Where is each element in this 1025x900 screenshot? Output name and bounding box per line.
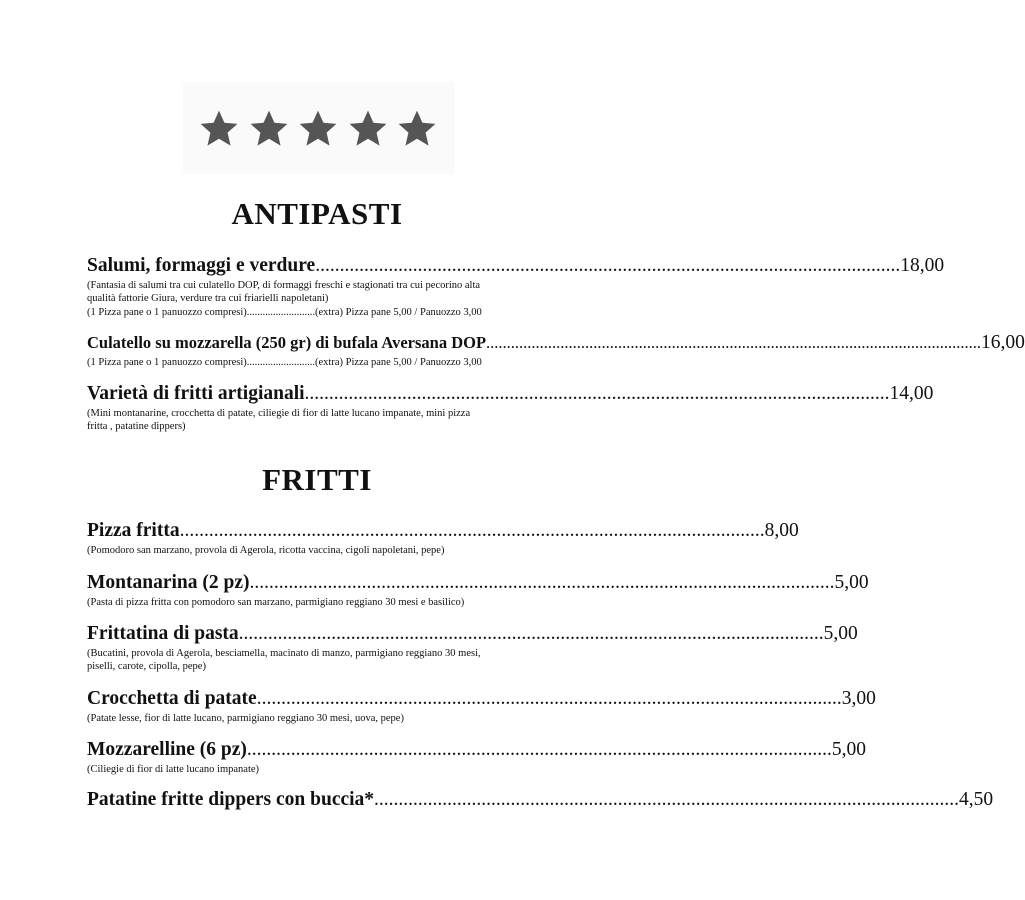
menu-item-fritti-artigianali (87, 383, 934, 434)
star-icon (198, 108, 240, 150)
item-name: Salumi, formaggi e verdure (87, 255, 316, 276)
item-price: 18,00 (900, 255, 945, 276)
item-price: 14,00 (889, 383, 934, 404)
item-name: Culatello su mozzarella (250 gr) di bufala Aversana DOP (87, 333, 487, 352)
item-name: Frittatina di pasta (87, 623, 239, 644)
description-line: (Patate lesse, fior di latte lucano, parmigiano reggiano 30 mesi, uova, pepe) (87, 712, 404, 724)
item-description (87, 712, 539, 726)
dot-leader: ........................................................................................................................ (486, 333, 982, 352)
description-line: (Pomodoro san marzano, provola di Agerola, ricotta vaccina, cigoli napoletani, pepe) (87, 544, 445, 556)
description-line: (Bucatini, provola di Agerola, besciamella, macinato di manzo, parmigiano reggiano 30 mesi, (87, 647, 481, 659)
section-title-fritti: FRITTI (262, 462, 372, 497)
menu-item-crocchetta (87, 688, 876, 725)
star-icon (347, 108, 389, 150)
item-description (87, 544, 539, 558)
dot-leader: ........................................................................................................................ (256, 688, 842, 709)
item-price: 16,00 (981, 332, 1025, 353)
section-title-antipasti: ANTIPASTI (231, 196, 403, 231)
item-price: 3,00 (841, 688, 876, 709)
item-price: 5,00 (834, 572, 869, 593)
item-price: 5,00 (831, 739, 867, 760)
description-line: (Pasta di pizza fritta con pomodoro san marzano, parmigiano reggiano 30 mesi e basilico) (87, 596, 465, 608)
dot-leader: ........................................................................................................................ (315, 255, 901, 276)
dot-leader: ........................................................................................................................ (374, 789, 960, 810)
item-name: Patatine fritte dippers con buccia* (87, 789, 375, 810)
description-line: qualità fattorie Giura, verdure tra cui friarielli napoletani) (87, 293, 329, 304)
menu-item-frittatina (87, 623, 858, 674)
star-icon (396, 108, 438, 150)
item-description (87, 279, 539, 320)
description-line: (Mini montanarine, crocchetta di patate, ciliegie di fior di latte lucano impanate, mini pizza (87, 407, 471, 419)
dot-leader: ........................................................................................................................ (179, 520, 765, 541)
dot-leader: ........................................................................................................................ (249, 572, 835, 593)
dot-leader: ........................................................................................................................ (304, 383, 890, 404)
item-name: Mozzarelline (6 pz) (87, 739, 247, 760)
description-line: (Fantasia di salumi tra cui culatello DOP, di formaggi freschi e stagionati tra cui pecorino alta (87, 279, 481, 291)
description-line: (1 Pizza pane o 1 panuozzo compresi)..........................(extra) Pizza pane 5,00 / Panuozzo 3,00 (87, 306, 482, 318)
item-description (87, 407, 539, 434)
menu-item-patatine (87, 789, 994, 810)
dot-leader: ........................................................................................................................ (238, 623, 824, 644)
item-price: 5,00 (823, 623, 858, 644)
star-icon (248, 108, 290, 150)
menu-item-pizza-fritta (87, 520, 799, 557)
star-rating (198, 104, 438, 154)
item-description (87, 596, 539, 610)
description-line: piselli, carote, cipolla, pepe) (87, 661, 206, 672)
description-line: (1 Pizza pane o 1 panuozzo compresi)..........................(extra) Pizza pane 5,00 / Panuozzo 3,00 (87, 356, 482, 368)
item-name: Varietà di fritti artigianali (87, 383, 305, 404)
star-icon (297, 108, 339, 150)
description-line: (Ciliegie di fior di latte lucano impanate) (87, 763, 260, 775)
description-line: fritta , patatine dippers) (87, 421, 186, 432)
item-name: Pizza fritta (87, 520, 180, 541)
item-name: Crocchetta di patate (87, 688, 257, 709)
menu-item-mozzarelline (87, 739, 867, 776)
item-description (87, 356, 539, 370)
item-name: Montanarina (2 pz) (87, 572, 250, 593)
item-price: 8,00 (764, 520, 799, 541)
item-price: 4,50 (959, 789, 994, 810)
item-description (87, 763, 539, 777)
item-description (87, 647, 539, 674)
menu-item-montanarina (87, 572, 869, 609)
dot-leader: ........................................................................................................................ (246, 739, 832, 760)
menu-item-salumi (87, 255, 945, 319)
menu-item-culatello (87, 332, 1025, 369)
